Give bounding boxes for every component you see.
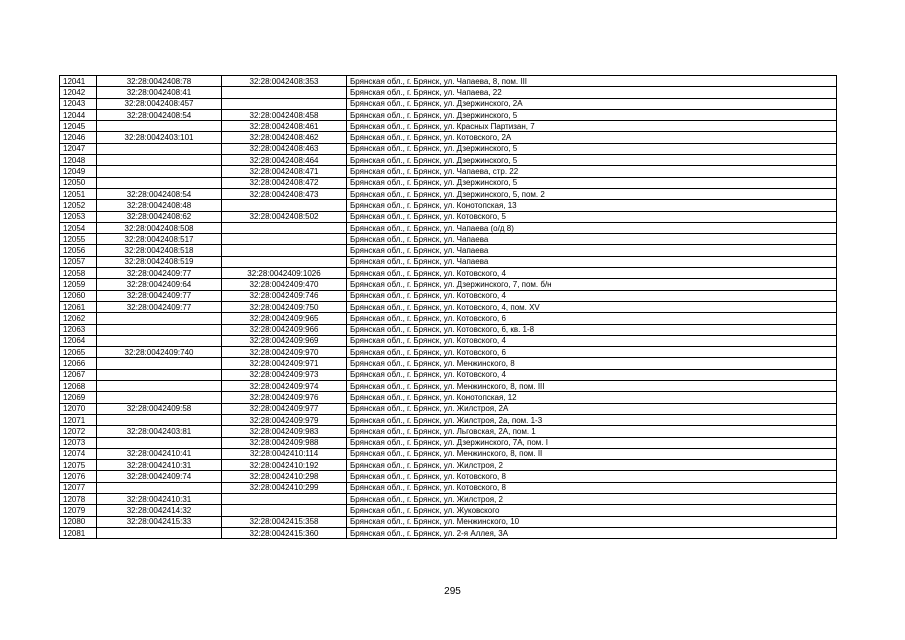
address-cell: Брянская обл., г. Брянск, ул. Дзержинского, 7А, пом. I bbox=[347, 437, 837, 448]
address-cell: Брянская обл., г. Брянск, ул. Дзержинского, 5 bbox=[347, 143, 837, 154]
row-number-cell: 12071 bbox=[60, 414, 97, 425]
object-cadastral-number-cell bbox=[222, 200, 347, 211]
table-row bbox=[60, 493, 837, 504]
object-cadastral-number-cell: 32:28:0042409:746 bbox=[222, 290, 347, 301]
cadastral-number-cell: 32:28:0042408:78 bbox=[97, 76, 222, 87]
object-cadastral-number-cell bbox=[222, 505, 347, 516]
row-number-cell: 12060 bbox=[60, 290, 97, 301]
table-row bbox=[60, 301, 837, 312]
cadastral-number-cell: 32:28:0042414:32 bbox=[97, 505, 222, 516]
row-number-cell: 12056 bbox=[60, 245, 97, 256]
table-row bbox=[60, 369, 837, 380]
object-cadastral-number-cell: 32:28:0042415:360 bbox=[222, 527, 347, 538]
row-number-cell: 12041 bbox=[60, 76, 97, 87]
row-number-cell: 12074 bbox=[60, 448, 97, 459]
object-cadastral-number-cell: 32:28:0042409:974 bbox=[222, 381, 347, 392]
address-cell: Брянская обл., г. Брянск, ул. Конотопская, 13 bbox=[347, 200, 837, 211]
table-row bbox=[60, 256, 837, 267]
cadastral-number-cell: 32:28:0042408:62 bbox=[97, 211, 222, 222]
table-row bbox=[60, 211, 837, 222]
address-cell: Брянская обл., г. Брянск, ул. Котовского, 4 bbox=[347, 335, 837, 346]
cadastral-number-cell: 32:28:0042409:740 bbox=[97, 347, 222, 358]
row-number-cell: 12062 bbox=[60, 313, 97, 324]
address-cell: Брянская обл., г. Брянск, ул. Чапаева, 22 bbox=[347, 87, 837, 98]
object-cadastral-number-cell: 32:28:0042408:472 bbox=[222, 177, 347, 188]
row-number-cell: 12079 bbox=[60, 505, 97, 516]
row-number-cell: 12066 bbox=[60, 358, 97, 369]
table-row bbox=[60, 516, 837, 527]
row-number-cell: 12059 bbox=[60, 279, 97, 290]
cadastral-number-cell bbox=[97, 527, 222, 538]
address-cell: Брянская обл., г. Брянск, ул. Дзержинского, 5, пом. 2 bbox=[347, 188, 837, 199]
row-number-cell: 12055 bbox=[60, 234, 97, 245]
row-number-cell: 12046 bbox=[60, 132, 97, 143]
object-cadastral-number-cell: 32:28:0042409:1026 bbox=[222, 268, 347, 279]
object-cadastral-number-cell: 32:28:0042408:463 bbox=[222, 143, 347, 154]
row-number-cell: 12058 bbox=[60, 268, 97, 279]
object-cadastral-number-cell: 32:28:0042409:983 bbox=[222, 426, 347, 437]
table-row bbox=[60, 109, 837, 120]
address-cell: Брянская обл., г. Брянск, ул. Менжинского, 10 bbox=[347, 516, 837, 527]
row-number-cell: 12057 bbox=[60, 256, 97, 267]
address-cell: Брянская обл., г. Брянск, ул. Чапаева, стр. 22 bbox=[347, 166, 837, 177]
object-cadastral-number-cell: 32:28:0042408:502 bbox=[222, 211, 347, 222]
address-cell: Брянская обл., г. Брянск, ул. Менжинского, 8 bbox=[347, 358, 837, 369]
object-cadastral-number-cell: 32:28:0042409:750 bbox=[222, 301, 347, 312]
address-cell: Брянская обл., г. Брянск, ул. Дзержинского, 5 bbox=[347, 109, 837, 120]
cadastral-number-cell: 32:28:0042408:457 bbox=[97, 98, 222, 109]
cadastral-number-cell: 32:28:0042408:41 bbox=[97, 87, 222, 98]
registry-table-body bbox=[60, 76, 837, 539]
table-row bbox=[60, 155, 837, 166]
address-cell: Брянская обл., г. Брянск, ул. Дзержинского, 7, пом. б/н bbox=[347, 279, 837, 290]
cadastral-number-cell: 32:28:0042409:74 bbox=[97, 471, 222, 482]
object-cadastral-number-cell bbox=[222, 256, 347, 267]
object-cadastral-number-cell: 32:28:0042408:353 bbox=[222, 76, 347, 87]
cadastral-number-cell: 32:28:0042403:81 bbox=[97, 426, 222, 437]
object-cadastral-number-cell: 32:28:0042409:979 bbox=[222, 414, 347, 425]
row-number-cell: 12068 bbox=[60, 381, 97, 392]
address-cell: Брянская обл., г. Брянск, ул. Котовского, 4 bbox=[347, 290, 837, 301]
object-cadastral-number-cell: 32:28:0042409:969 bbox=[222, 335, 347, 346]
cadastral-number-cell bbox=[97, 358, 222, 369]
address-cell: Брянская обл., г. Брянск, ул. Менжинского, 8, пом. II bbox=[347, 448, 837, 459]
row-number-cell: 12081 bbox=[60, 527, 97, 538]
address-cell: Брянская обл., г. Брянск, ул. Менжинского, 8, пом. III bbox=[347, 381, 837, 392]
table-row bbox=[60, 381, 837, 392]
row-number-cell: 12063 bbox=[60, 324, 97, 335]
object-cadastral-number-cell: 32:28:0042409:470 bbox=[222, 279, 347, 290]
address-cell: Брянская обл., г. Брянск, ул. Жилстроя, 2 bbox=[347, 460, 837, 471]
cadastral-number-cell bbox=[97, 437, 222, 448]
table-row bbox=[60, 268, 837, 279]
row-number-cell: 12061 bbox=[60, 301, 97, 312]
address-cell: Брянская обл., г. Брянск, ул. Котовского, 4 bbox=[347, 268, 837, 279]
object-cadastral-number-cell: 32:28:0042409:973 bbox=[222, 369, 347, 380]
cadastral-number-cell: 32:28:0042410:31 bbox=[97, 460, 222, 471]
cadastral-number-cell: 32:28:0042408:54 bbox=[97, 188, 222, 199]
cadastral-number-cell: 32:28:0042408:518 bbox=[97, 245, 222, 256]
table-row bbox=[60, 177, 837, 188]
row-number-cell: 12076 bbox=[60, 471, 97, 482]
row-number-cell: 12067 bbox=[60, 369, 97, 380]
object-cadastral-number-cell: 32:28:0042410:299 bbox=[222, 482, 347, 493]
object-cadastral-number-cell: 32:28:0042409:977 bbox=[222, 403, 347, 414]
object-cadastral-number-cell: 32:28:0042408:473 bbox=[222, 188, 347, 199]
cadastral-number-cell: 32:28:0042409:77 bbox=[97, 290, 222, 301]
object-cadastral-number-cell bbox=[222, 98, 347, 109]
address-cell: Брянская обл., г. Брянск, ул. Котовского, 2А bbox=[347, 132, 837, 143]
table-row bbox=[60, 505, 837, 516]
address-cell: Брянская обл., г. Брянск, ул. Дзержинского, 2А bbox=[347, 98, 837, 109]
address-cell: Брянская обл., г. Брянск, ул. Котовского, 6 bbox=[347, 347, 837, 358]
row-number-cell: 12075 bbox=[60, 460, 97, 471]
row-number-cell: 12049 bbox=[60, 166, 97, 177]
cadastral-number-cell bbox=[97, 414, 222, 425]
object-cadastral-number-cell bbox=[222, 222, 347, 233]
object-cadastral-number-cell: 32:28:0042410:114 bbox=[222, 448, 347, 459]
address-cell: Брянская обл., г. Брянск, ул. Жуковского bbox=[347, 505, 837, 516]
row-number-cell: 12073 bbox=[60, 437, 97, 448]
table-row bbox=[60, 279, 837, 290]
cadastral-number-cell: 32:28:0042408:54 bbox=[97, 109, 222, 120]
table-row bbox=[60, 347, 837, 358]
table-row bbox=[60, 200, 837, 211]
row-number-cell: 12047 bbox=[60, 143, 97, 154]
row-number-cell: 12070 bbox=[60, 403, 97, 414]
object-cadastral-number-cell: 32:28:0042410:192 bbox=[222, 460, 347, 471]
cadastral-number-cell bbox=[97, 121, 222, 132]
cadastral-number-cell: 32:28:0042410:41 bbox=[97, 448, 222, 459]
cadastral-number-cell: 32:28:0042408:519 bbox=[97, 256, 222, 267]
table-row bbox=[60, 527, 837, 538]
object-cadastral-number-cell: 32:28:0042409:965 bbox=[222, 313, 347, 324]
address-cell: Брянская обл., г. Брянск, ул. Льговская, 2А, пом. 1 bbox=[347, 426, 837, 437]
table-row bbox=[60, 324, 837, 335]
row-number-cell: 12051 bbox=[60, 188, 97, 199]
cadastral-number-cell bbox=[97, 155, 222, 166]
object-cadastral-number-cell: 32:28:0042409:988 bbox=[222, 437, 347, 448]
table-row bbox=[60, 121, 837, 132]
row-number-cell: 12080 bbox=[60, 516, 97, 527]
object-cadastral-number-cell: 32:28:0042408:464 bbox=[222, 155, 347, 166]
address-cell: Брянская обл., г. Брянск, ул. Чапаева, 8, пом. III bbox=[347, 76, 837, 87]
object-cadastral-number-cell: 32:28:0042408:471 bbox=[222, 166, 347, 177]
object-cadastral-number-cell: 32:28:0042408:462 bbox=[222, 132, 347, 143]
row-number-cell: 12048 bbox=[60, 155, 97, 166]
address-cell: Брянская обл., г. Брянск, ул. Дзержинского, 5 bbox=[347, 155, 837, 166]
row-number-cell: 12065 bbox=[60, 347, 97, 358]
cadastral-number-cell bbox=[97, 166, 222, 177]
row-number-cell: 12045 bbox=[60, 121, 97, 132]
row-number-cell: 12077 bbox=[60, 482, 97, 493]
object-cadastral-number-cell: 32:28:0042408:458 bbox=[222, 109, 347, 120]
address-cell: Брянская обл., г. Брянск, ул. Котовского, 4 bbox=[347, 369, 837, 380]
table-row bbox=[60, 234, 837, 245]
table-row bbox=[60, 222, 837, 233]
cadastral-number-cell bbox=[97, 335, 222, 346]
row-number-cell: 12069 bbox=[60, 392, 97, 403]
table-row bbox=[60, 426, 837, 437]
address-cell: Брянская обл., г. Брянск, ул. Котовского, 8 bbox=[347, 482, 837, 493]
table-row bbox=[60, 166, 837, 177]
table-row bbox=[60, 245, 837, 256]
address-cell: Брянская обл., г. Брянск, ул. Жилстроя, 2 bbox=[347, 493, 837, 504]
row-number-cell: 12054 bbox=[60, 222, 97, 233]
row-number-cell: 12042 bbox=[60, 87, 97, 98]
object-cadastral-number-cell: 32:28:0042409:971 bbox=[222, 358, 347, 369]
table-row bbox=[60, 132, 837, 143]
cadastral-number-cell: 32:28:0042410:31 bbox=[97, 493, 222, 504]
address-cell: Брянская обл., г. Брянск, ул. Жилстроя, 2а, пом. 1-3 bbox=[347, 414, 837, 425]
table-row bbox=[60, 403, 837, 414]
cadastral-number-cell bbox=[97, 324, 222, 335]
object-cadastral-number-cell: 32:28:0042409:976 bbox=[222, 392, 347, 403]
cadastral-number-cell bbox=[97, 482, 222, 493]
row-number-cell: 12053 bbox=[60, 211, 97, 222]
object-cadastral-number-cell: 32:28:0042409:966 bbox=[222, 324, 347, 335]
object-cadastral-number-cell bbox=[222, 245, 347, 256]
address-cell: Брянская обл., г. Брянск, ул. Котовского, 6, кв. 1-8 bbox=[347, 324, 837, 335]
cadastral-number-cell: 32:28:0042408:508 bbox=[97, 222, 222, 233]
cadastral-number-cell: 32:28:0042409:58 bbox=[97, 403, 222, 414]
cadastral-number-cell: 32:28:0042415:33 bbox=[97, 516, 222, 527]
address-cell: Брянская обл., г. Брянск, ул. Котовского, 8 bbox=[347, 471, 837, 482]
table-row bbox=[60, 143, 837, 154]
cadastral-number-cell: 32:28:0042408:48 bbox=[97, 200, 222, 211]
object-cadastral-number-cell: 32:28:0042410:298 bbox=[222, 471, 347, 482]
page-number: 295 bbox=[444, 586, 461, 597]
row-number-cell: 12044 bbox=[60, 109, 97, 120]
table-row bbox=[60, 448, 837, 459]
table-row bbox=[60, 414, 837, 425]
table-row bbox=[60, 392, 837, 403]
address-cell: Брянская обл., г. Брянск, ул. Красных Партизан, 7 bbox=[347, 121, 837, 132]
row-number-cell: 12043 bbox=[60, 98, 97, 109]
object-cadastral-number-cell bbox=[222, 493, 347, 504]
cadastral-number-cell bbox=[97, 392, 222, 403]
cadastral-number-cell: 32:28:0042403:101 bbox=[97, 132, 222, 143]
address-cell: Брянская обл., г. Брянск, ул. Котовского, 6 bbox=[347, 313, 837, 324]
address-cell: Брянская обл., г. Брянск, ул. Котовского, 5 bbox=[347, 211, 837, 222]
address-cell: Брянская обл., г. Брянск, ул. Котовского, 4, пом. XV bbox=[347, 301, 837, 312]
row-number-cell: 12078 bbox=[60, 493, 97, 504]
row-number-cell: 12052 bbox=[60, 200, 97, 211]
registry-table bbox=[59, 75, 837, 539]
cadastral-number-cell: 32:28:0042408:517 bbox=[97, 234, 222, 245]
object-cadastral-number-cell: 32:28:0042409:970 bbox=[222, 347, 347, 358]
address-cell: Брянская обл., г. Брянск, ул. Чапаева bbox=[347, 245, 837, 256]
cadastral-number-cell bbox=[97, 369, 222, 380]
object-cadastral-number-cell: 32:28:0042408:461 bbox=[222, 121, 347, 132]
table-row bbox=[60, 482, 837, 493]
table-row bbox=[60, 335, 837, 346]
table-row bbox=[60, 188, 837, 199]
row-number-cell: 12072 bbox=[60, 426, 97, 437]
cadastral-number-cell: 32:28:0042409:64 bbox=[97, 279, 222, 290]
cadastral-number-cell bbox=[97, 177, 222, 188]
table-row bbox=[60, 313, 837, 324]
address-cell: Брянская обл., г. Брянск, ул. Чапаева (о/д 8) bbox=[347, 222, 837, 233]
table-row bbox=[60, 460, 837, 471]
table-row bbox=[60, 437, 837, 448]
address-cell: Брянская обл., г. Брянск, ул. Дзержинского, 5 bbox=[347, 177, 837, 188]
row-number-cell: 12050 bbox=[60, 177, 97, 188]
table-row bbox=[60, 471, 837, 482]
table-row bbox=[60, 358, 837, 369]
cadastral-number-cell bbox=[97, 381, 222, 392]
object-cadastral-number-cell bbox=[222, 234, 347, 245]
object-cadastral-number-cell bbox=[222, 87, 347, 98]
cadastral-number-cell: 32:28:0042409:77 bbox=[97, 268, 222, 279]
table-row bbox=[60, 76, 837, 87]
address-cell: Брянская обл., г. Брянск, ул. Жилстроя, 2А bbox=[347, 403, 837, 414]
cadastral-number-cell bbox=[97, 143, 222, 154]
address-cell: Брянская обл., г. Брянск, ул. Чапаева bbox=[347, 256, 837, 267]
cadastral-number-cell bbox=[97, 313, 222, 324]
table-row bbox=[60, 290, 837, 301]
address-cell: Брянская обл., г. Брянск, ул. 2-я Аллея, 3А bbox=[347, 527, 837, 538]
table-row bbox=[60, 98, 837, 109]
row-number-cell: 12064 bbox=[60, 335, 97, 346]
address-cell: Брянская обл., г. Брянск, ул. Чапаева bbox=[347, 234, 837, 245]
object-cadastral-number-cell: 32:28:0042415:358 bbox=[222, 516, 347, 527]
table-row bbox=[60, 87, 837, 98]
cadastral-number-cell: 32:28:0042409:77 bbox=[97, 301, 222, 312]
address-cell: Брянская обл., г. Брянск, ул. Конотопская, 12 bbox=[347, 392, 837, 403]
